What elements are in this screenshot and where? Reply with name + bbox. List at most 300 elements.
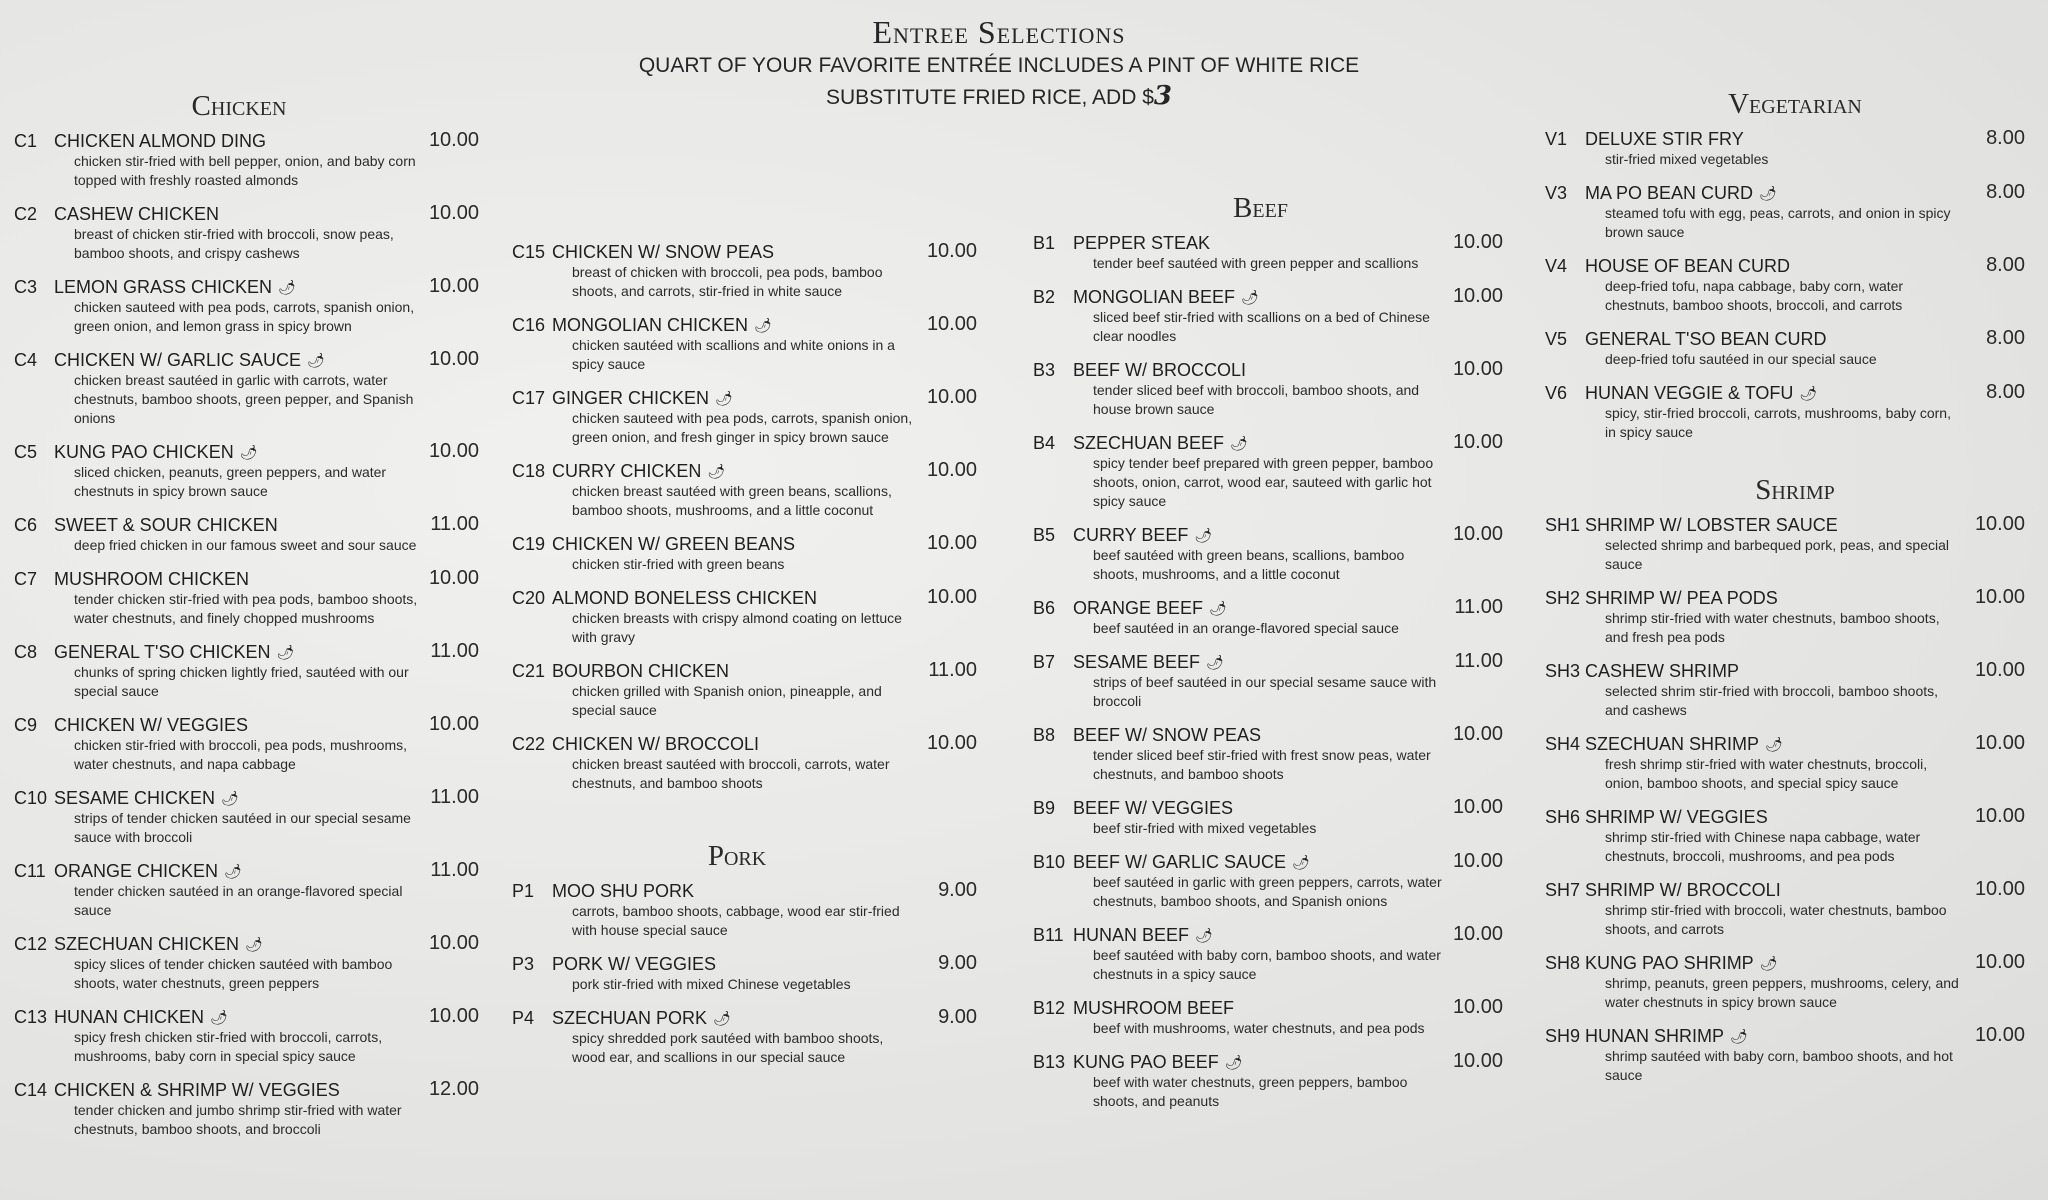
- item-price: 10.00: [428, 202, 479, 224]
- item-name: [54, 861, 479, 882]
- item-code: SH8: [1545, 953, 1581, 973]
- item-name: [552, 1008, 977, 1029]
- item-name-text: SHRIMP W/ BROCCOLI: [1585, 880, 1781, 900]
- section-heading-vegetarian: Vegetarian: [1728, 88, 1862, 120]
- item-price: 10.00: [1452, 231, 1503, 253]
- item-name: [1073, 998, 1503, 1019]
- menu-item-header: [1033, 433, 1503, 454]
- menu-item: [14, 204, 479, 263]
- menu-item: [14, 642, 479, 701]
- item-name: [54, 715, 479, 736]
- item-code: B8: [1033, 725, 1056, 745]
- menu-item-header: [1033, 852, 1503, 873]
- item-code: SH3: [1545, 661, 1581, 681]
- item-description: tender sliced beef with broccoli, bamboo shoots, and house brown sauce: [1093, 382, 1420, 417]
- menu-item-header: [512, 315, 977, 336]
- item-price: 10.00: [1452, 723, 1503, 745]
- item-description: beef sautéed in garlic with green peppers, carrots, water chestnuts, bamboo shoots, and Spanish onions: [1093, 874, 1442, 909]
- item-code: B11: [1033, 925, 1064, 945]
- menu-item: [1033, 725, 1503, 784]
- item-code: C15: [512, 242, 546, 262]
- item-code: P4: [512, 1008, 535, 1028]
- menu-item-header: [512, 1008, 977, 1029]
- item-name-text: SHRIMP W/ LOBSTER SAUCE: [1585, 515, 1838, 535]
- item-price: 10.00: [1452, 431, 1503, 453]
- item-name-text: SWEET & SOUR CHICKEN: [54, 515, 278, 535]
- chicken-column: [14, 90, 479, 1153]
- item-name-text: ALMOND BONELESS CHICKEN: [552, 588, 818, 608]
- item-name-text: KUNG PAO CHICKEN: [54, 442, 234, 462]
- section-heading-chicken: Chicken: [191, 90, 287, 122]
- item-name-text: SESAME BEEF: [1073, 652, 1201, 672]
- item-price: 10.00: [428, 275, 479, 297]
- item-code: C19: [512, 534, 546, 554]
- item-name: [552, 388, 977, 409]
- menu-item: [14, 788, 479, 847]
- item-description: shrimp stir-fried with water chestnuts, bamboo shoots, and fresh pea pods: [1605, 610, 1940, 645]
- item-name: [1585, 183, 2025, 204]
- menu-item: [14, 861, 479, 920]
- shrimp-column: [1545, 474, 2025, 1099]
- menu-item: [512, 388, 977, 447]
- item-code: C8: [14, 642, 38, 662]
- pepper-icon: 🌶: [1759, 955, 1778, 971]
- menu-item-header: [1033, 287, 1503, 308]
- item-price: 8.00: [1986, 381, 2025, 403]
- item-description: chicken stir-fried with bell pepper, onion, and baby corn topped with freshly roasted almonds: [74, 153, 416, 188]
- pepper-icon: 🌶: [278, 279, 296, 295]
- pepper-icon: 🌶: [1195, 927, 1213, 943]
- item-code: C11: [14, 861, 46, 881]
- item-name: [1073, 925, 1503, 946]
- pepper-icon: 🌶: [307, 352, 325, 368]
- menu-item: [1033, 287, 1503, 346]
- item-price: 10.00: [1452, 523, 1503, 545]
- item-code: B1: [1033, 233, 1056, 253]
- menu-item: [512, 661, 977, 720]
- rice-note: QUART OF YOUR FAVORITE ENTRÉE INCLUDES A PINT OF WHITE RICE: [638, 54, 1360, 77]
- item-code: C2: [14, 204, 38, 224]
- item-name: [1073, 852, 1503, 873]
- item-name: [1073, 798, 1503, 819]
- item-name: [1585, 588, 2025, 609]
- menu-item: [1545, 515, 2025, 574]
- item-name-text: MOO SHU PORK: [552, 881, 695, 901]
- item-description: chicken breast sautéed with broccoli, carrots, water chestnuts, and bamboo shoots: [572, 756, 890, 791]
- item-code: C6: [14, 515, 38, 535]
- menu-item: [512, 881, 977, 940]
- menu-item-header: [1545, 1026, 2025, 1047]
- menu-item: [1545, 383, 2025, 442]
- item-description: chicken sautéed with scallions and white onions in a spicy sauce: [572, 337, 895, 372]
- item-name-text: CHICKEN W/ BROCCOLI: [552, 734, 760, 754]
- item-code: V1: [1545, 129, 1568, 149]
- item-name-text: HOUSE OF BEAN CURD: [1585, 256, 1791, 276]
- item-description: chicken breasts with crispy almond coating on lettuce with gravy: [572, 610, 902, 645]
- item-name-text: SZECHUAN CHICKEN: [54, 934, 240, 954]
- item-price: 10.00: [428, 713, 479, 735]
- item-name: [552, 954, 977, 975]
- item-price: 10.00: [1452, 923, 1503, 945]
- pork-column: [512, 840, 977, 1081]
- item-price: 10.00: [926, 459, 977, 481]
- item-name: [1585, 807, 2025, 828]
- item-name-text: ORANGE BEEF: [1073, 598, 1204, 618]
- item-price: 10.00: [1452, 996, 1503, 1018]
- pepper-icon: 🌶: [276, 644, 295, 660]
- item-description: beef stir-fried with mixed vegetables: [1093, 820, 1317, 836]
- menu-item-header: [1033, 525, 1503, 546]
- item-name: [1585, 129, 2025, 150]
- item-code: SH7: [1545, 880, 1581, 900]
- item-description: shrimp, peanuts, green peppers, mushrooms, celery, and water chestnuts in spicy brown sauce: [1605, 975, 1959, 1010]
- item-code: B9: [1033, 798, 1056, 818]
- menu-item-header: [1033, 1052, 1503, 1073]
- item-price: 10.00: [1974, 732, 2025, 754]
- menu-item-header: [1545, 129, 2025, 150]
- item-description: chicken grilled with Spanish onion, pineapple, and special sauce: [572, 683, 882, 718]
- item-description: chicken sauteed with pea pods, carrots, spanish onion, green onion, and fresh ginger in spicy brown sauce: [572, 410, 913, 445]
- item-name: [552, 534, 977, 555]
- item-name-text: MUSHROOM CHICKEN: [54, 569, 250, 589]
- item-price: 10.00: [1452, 850, 1503, 872]
- menu-item: [512, 954, 977, 994]
- menu-item: [14, 131, 479, 190]
- item-name-text: CHICKEN W/ GARLIC SAUCE: [54, 350, 302, 370]
- item-code: B10: [1033, 852, 1066, 872]
- item-price: 9.00: [938, 879, 977, 901]
- item-name-text: SZECHUAN SHRIMP: [1585, 734, 1760, 754]
- item-description: deep-fried tofu, napa cabbage, baby corn, water chestnuts, bamboo shoots, broccoli, and carrots: [1605, 278, 1904, 313]
- item-description: beef with water chestnuts, green peppers, bamboo shoots, and peanuts: [1093, 1074, 1408, 1109]
- item-description: steamed tofu with egg, peas, carrots, and onion in spicy brown sauce: [1605, 205, 1951, 240]
- menu-item: [1033, 598, 1503, 638]
- item-name-text: KUNG PAO SHRIMP: [1585, 953, 1754, 973]
- menu-item: [14, 715, 479, 774]
- menu-item-header: [1545, 807, 2025, 828]
- item-name-text: HUNAN SHRIMP: [1585, 1026, 1725, 1046]
- section-heading-pork: Pork: [707, 840, 767, 872]
- item-price: 10.00: [1974, 586, 2025, 608]
- pepper-icon: 🌶: [713, 1010, 731, 1026]
- item-name: [54, 642, 479, 663]
- item-description: strips of beef sautéed in our special sesame sauce with broccoli: [1093, 674, 1437, 709]
- item-price: 9.00: [938, 1006, 977, 1028]
- item-description: selected shrimp and barbequed pork, peas, and special sauce: [1605, 537, 1949, 572]
- item-description: sliced chicken, peanuts, green peppers, and water chestnuts in spicy brown sauce: [74, 464, 387, 499]
- item-name: [1585, 383, 2025, 404]
- pepper-icon: 🌶: [715, 390, 733, 406]
- menu-item: [1033, 525, 1503, 584]
- item-name: [1585, 1026, 2025, 1047]
- menu-item: [14, 934, 479, 993]
- menu-item-header: [1033, 652, 1503, 673]
- item-code: C3: [14, 277, 38, 297]
- item-name: [552, 588, 977, 609]
- item-code: C4: [14, 350, 38, 370]
- item-name: [54, 131, 479, 152]
- item-price: 11.00: [928, 659, 977, 681]
- item-code: C18: [512, 461, 546, 481]
- menu-item-header: [1545, 661, 2025, 682]
- item-name: [54, 204, 479, 225]
- item-code: B7: [1033, 652, 1056, 672]
- menu-item-header: [1545, 953, 2025, 974]
- pepper-icon: 🌶: [221, 790, 239, 806]
- item-code: C10: [14, 788, 48, 808]
- item-code: B5: [1033, 525, 1056, 545]
- item-code: B13: [1033, 1052, 1066, 1072]
- item-name-text: MA PO BEAN CURD: [1585, 183, 1754, 203]
- item-name-text: BEEF W/ BROCCOLI: [1073, 360, 1247, 380]
- item-description: chunks of spring chicken lightly fried, sautéed with our special sauce: [74, 664, 409, 699]
- item-price: 10.00: [1974, 878, 2025, 900]
- menu-item-header: [14, 515, 479, 536]
- item-price: 10.00: [926, 386, 977, 408]
- item-code: B6: [1033, 598, 1056, 618]
- item-name-text: CASHEW SHRIMP: [1585, 661, 1740, 681]
- item-name: [552, 461, 977, 482]
- menu-item: [512, 461, 977, 520]
- item-code: B12: [1033, 998, 1066, 1018]
- item-description: tender chicken and jumbo shrimp stir-fried with water chestnuts, bamboo shoots, and broccoli: [74, 1102, 402, 1137]
- item-code: SH6: [1545, 807, 1581, 827]
- item-price: 8.00: [1986, 127, 2025, 149]
- item-price: 10.00: [1452, 358, 1503, 380]
- item-name-text: CHICKEN W/ GREEN BEANS: [552, 534, 796, 554]
- item-name-text: PEPPER STEAK: [1073, 233, 1211, 253]
- item-description: stir-fried mixed vegetables: [1605, 151, 1769, 167]
- menu-item-header: [1545, 183, 2025, 204]
- item-name: [1073, 233, 1503, 254]
- menu-item-header: [1033, 998, 1503, 1019]
- item-name-text: CHICKEN ALMOND DING: [54, 131, 267, 151]
- item-description: shrimp stir-fried with Chinese napa cabbage, water chestnuts, broccoli, mushrooms, and pea pods: [1605, 829, 1921, 864]
- item-name: [552, 881, 977, 902]
- menu-item-header: [14, 861, 479, 882]
- item-name: [1073, 287, 1503, 308]
- pepper-icon: 🌶: [1730, 1028, 1748, 1044]
- pepper-icon: 🌶: [239, 444, 258, 460]
- menu-item: [14, 1080, 479, 1139]
- item-code: B4: [1033, 433, 1056, 453]
- item-name: [1073, 433, 1503, 454]
- item-price: 10.00: [1974, 513, 2025, 535]
- menu-item: [1545, 129, 2025, 169]
- item-name: [54, 515, 479, 536]
- item-price: 10.00: [926, 732, 977, 754]
- menu-item: [1033, 798, 1503, 838]
- item-price: 10.00: [1974, 805, 2025, 827]
- item-description: chicken breast sautéed in garlic with carrots, water chestnuts, bamboo shoots, green pepper, and Spanish onions: [74, 372, 414, 426]
- item-name-text: MUSHROOM BEEF: [1073, 998, 1235, 1018]
- item-price: 10.00: [428, 932, 479, 954]
- item-description: spicy, stir-fried broccoli, carrots, mushrooms, baby corn, in spicy sauce: [1605, 405, 1951, 440]
- item-description: shrimp stir-fried with broccoli, water chestnuts, bamboo shoots, and carrots: [1605, 902, 1947, 937]
- item-description: chicken breast sautéed with green beans, scallions, bamboo shoots, mushrooms, and a little coconut: [572, 483, 892, 518]
- item-price: 10.00: [1452, 796, 1503, 818]
- menu-item-header: [1545, 588, 2025, 609]
- item-name: [54, 569, 479, 590]
- item-code: V4: [1545, 256, 1568, 276]
- menu-item: [14, 1007, 479, 1066]
- item-price: 10.00: [1452, 285, 1503, 307]
- handwritten-price: 3: [1153, 81, 1172, 111]
- pepper-icon: 🌶: [1230, 435, 1248, 451]
- item-name-text: GINGER CHICKEN: [552, 388, 710, 408]
- item-name-text: SHRIMP W/ VEGGIES: [1585, 807, 1768, 827]
- menu-item-header: [512, 534, 977, 555]
- item-name-text: BEEF W/ SNOW PEAS: [1073, 725, 1262, 745]
- menu-item: [512, 315, 977, 374]
- menu-item-header: [512, 954, 977, 975]
- menu-item: [512, 242, 977, 301]
- menu-item: [1545, 588, 2025, 647]
- page-title: Entree Selections: [872, 14, 1126, 50]
- item-code: C7: [14, 569, 38, 589]
- menu-item: [14, 569, 479, 628]
- item-name-text: DELUXE STIR FRY: [1585, 129, 1744, 149]
- pepper-icon: 🌶: [245, 936, 263, 952]
- menu-item-header: [1033, 925, 1503, 946]
- menu-item-header: [1545, 515, 2025, 536]
- menu-item: [1033, 233, 1503, 273]
- item-description: spicy tender beef prepared with green pepper, bamboo shoots, onion, carrot, wood ear, sauteed with garlic hot spicy sauce: [1093, 455, 1434, 509]
- pepper-icon: 🌶: [210, 1009, 228, 1025]
- item-price: 10.00: [1974, 659, 2025, 681]
- item-price: 10.00: [428, 567, 479, 589]
- pepper-icon: 🌶: [1759, 185, 1777, 201]
- menu-item-header: [14, 569, 479, 590]
- pepper-icon: 🌶: [1224, 1054, 1243, 1070]
- item-description: deep fried chicken in our famous sweet and sour sauce: [74, 537, 417, 553]
- menu-item: [1033, 852, 1503, 911]
- pepper-icon: 🌶: [707, 463, 726, 479]
- menu-item: [1545, 807, 2025, 866]
- beef-column: [1033, 192, 1503, 1125]
- menu-item-header: [14, 788, 479, 809]
- item-price: 8.00: [1986, 254, 2025, 276]
- item-code: V5: [1545, 329, 1568, 349]
- item-code: C1: [14, 131, 38, 151]
- item-description: breast of chicken with broccoli, pea pods, bamboo shoots, and carrots, stir-fried in white sauce: [572, 264, 883, 299]
- item-description: pork stir-fried with mixed Chinese vegetables: [572, 976, 851, 992]
- item-code: C21: [512, 661, 546, 681]
- item-description: beef sautéed in an orange-flavored special sauce: [1093, 620, 1399, 636]
- item-name-text: CURRY CHICKEN: [552, 461, 702, 481]
- vegetarian-column: [1545, 88, 2025, 456]
- item-code: C9: [14, 715, 38, 735]
- item-price: 8.00: [1986, 327, 2025, 349]
- item-price: 10.00: [428, 1005, 479, 1027]
- item-code: V3: [1545, 183, 1568, 203]
- menu-item-header: [1033, 360, 1503, 381]
- item-code: C5: [14, 442, 38, 462]
- item-name: [552, 315, 977, 336]
- item-code: P1: [512, 881, 535, 901]
- item-name: [54, 1007, 479, 1028]
- menu-item-header: [1033, 798, 1503, 819]
- item-name: [1585, 329, 2025, 350]
- item-description: beef sautéed with baby corn, bamboo shoots, and water chestnuts in a spicy sauce: [1093, 947, 1441, 982]
- item-code: C16: [512, 315, 546, 335]
- item-name-text: CHICKEN W/ VEGGIES: [54, 715, 249, 735]
- item-price: 9.00: [938, 952, 977, 974]
- item-price: 11.00: [430, 513, 479, 535]
- menu-item: [512, 588, 977, 647]
- item-name-text: GENERAL T'SO CHICKEN: [54, 642, 271, 662]
- menu-item-header: [512, 388, 977, 409]
- item-description: chicken stir-fried with green beans: [572, 556, 785, 572]
- menu-item: [14, 277, 479, 336]
- menu-item: [1545, 183, 2025, 242]
- item-price: 10.00: [926, 313, 977, 335]
- menu-item-header: [14, 1007, 479, 1028]
- item-description: beef sautéed with green beans, scallions, bamboo shoots, mushrooms, and a little coconut: [1093, 547, 1405, 582]
- menu-item-header: [14, 204, 479, 225]
- fried-rice-note-text: SUBSTITUTE FRIED RICE, ADD $: [826, 86, 1154, 109]
- item-name: [1585, 880, 2025, 901]
- item-code: C12: [14, 934, 48, 954]
- item-description: spicy shredded pork sautéed with bamboo shoots, wood ear, and scallions in our special sauce: [572, 1030, 884, 1065]
- pepper-icon: 🌶: [1194, 527, 1213, 543]
- item-code: C14: [14, 1080, 48, 1100]
- item-name-text: BEEF W/ GARLIC SAUCE: [1073, 852, 1287, 872]
- item-name: [1073, 1052, 1503, 1073]
- menu-item: [1033, 433, 1503, 511]
- item-price: 12.00: [428, 1078, 479, 1100]
- menu-item-header: [14, 350, 479, 371]
- item-description: tender chicken sautéed in an orange-flavored special sauce: [74, 883, 403, 918]
- item-name-text: KUNG PAO BEEF: [1073, 1052, 1219, 1072]
- item-name: [54, 442, 479, 463]
- menu-item: [1545, 661, 2025, 720]
- item-code: C17: [512, 388, 546, 408]
- item-code: B2: [1033, 287, 1056, 307]
- pepper-icon: 🌶: [1241, 289, 1259, 305]
- item-name-text: GENERAL T'SO BEAN CURD: [1585, 329, 1827, 349]
- menu-item: [1545, 953, 2025, 1012]
- item-price: 11.00: [430, 640, 479, 662]
- item-name: [54, 1080, 479, 1101]
- pepper-icon: 🌶: [1799, 385, 1818, 401]
- item-name: [54, 277, 479, 298]
- item-price: 10.00: [1974, 951, 2025, 973]
- item-description: tender sliced beef stir-fried with frest snow peas, water chestnuts, and bamboo shoots: [1093, 747, 1431, 782]
- menu-item: [1033, 925, 1503, 984]
- pepper-icon: 🌶: [1292, 854, 1310, 870]
- item-price: 10.00: [428, 440, 479, 462]
- menu-item: [512, 1008, 977, 1067]
- item-price: 10.00: [428, 348, 479, 370]
- item-price: 11.00: [1454, 650, 1503, 672]
- item-code: SH2: [1545, 588, 1581, 608]
- item-name: [1585, 734, 2025, 755]
- menu-item-header: [1545, 329, 2025, 350]
- item-name: [552, 242, 977, 263]
- menu-item-header: [512, 661, 977, 682]
- item-description: tender chicken stir-fried with pea pods, bamboo shoots, water chestnuts, and finely chopped mushrooms: [74, 591, 418, 626]
- item-description: strips of tender chicken sautéed in our special sesame sauce with broccoli: [74, 810, 411, 845]
- menu-item: [1545, 256, 2025, 315]
- item-description: chicken stir-fried with broccoli, pea pods, mushrooms, water chestnuts, and napa cabbage: [74, 737, 408, 772]
- item-name: [54, 934, 479, 955]
- pepper-icon: 🌶: [1206, 654, 1224, 670]
- menu-item: [1033, 360, 1503, 419]
- item-name: [1585, 953, 2025, 974]
- item-name-text: HUNAN VEGGIE & TOFU: [1585, 383, 1794, 403]
- item-price: 10.00: [926, 532, 977, 554]
